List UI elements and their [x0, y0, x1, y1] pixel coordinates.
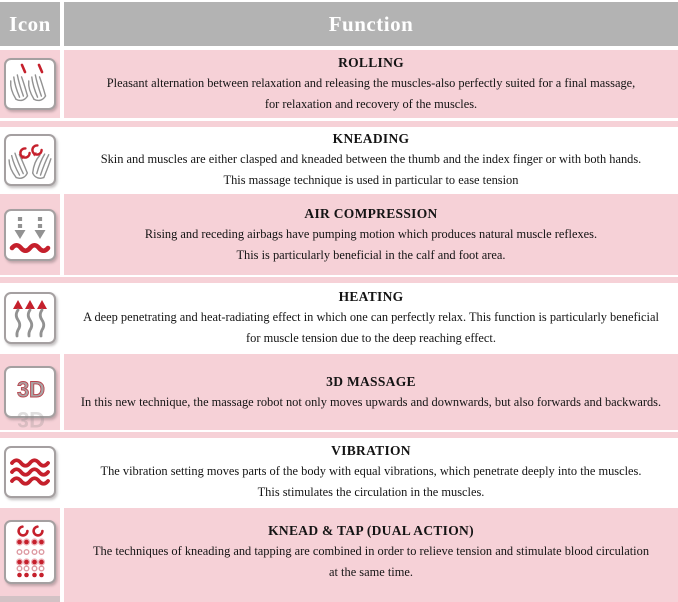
rolling-icon-cell: [0, 50, 60, 118]
table-row-kneading: [0, 121, 678, 192]
row-description-line: This massage technique is used in particular to ease tension: [223, 172, 519, 187]
table-header: [0, 2, 678, 46]
row-description-line: for muscle tension due to the deep reaching effect.: [246, 330, 496, 345]
row-title: VIBRATION: [331, 443, 411, 458]
row-description-line: at the same time.: [329, 565, 413, 579]
row-title: ROLLING: [338, 55, 404, 70]
table-footer: [0, 596, 678, 602]
rolling-hands-icon: [4, 58, 56, 110]
row-title: KNEADING: [332, 130, 410, 146]
svg-text:3D: 3D: [16, 377, 46, 402]
3d-massage-icon-cell: [0, 354, 60, 430]
table-row-3d-massage: [0, 354, 678, 430]
function-column-header: [64, 2, 678, 46]
rolling-function-cell: [64, 50, 678, 118]
vibration-function-cell: [64, 438, 678, 506]
row-description-line: Rising and receding airbags have pumping motion which produces natural muscle reflexes.: [144, 226, 598, 241]
air-compression-function-cell: [64, 194, 678, 275]
3d-massage-icon: [4, 366, 56, 432]
heating-icon-cell: [0, 283, 60, 352]
icon-column-header-label: Icon: [9, 11, 51, 36]
row-description-line: A deep penetrating and heat-radiating effect in which one can perfectly relax. This function is particularly beneficial: [83, 309, 659, 324]
heating-icon: [4, 292, 56, 344]
table-row-heating: [0, 277, 678, 352]
knead-tap-icon: [4, 520, 56, 584]
row-description-line: Skin and muscles are either clasped and kneaded between the thumb and the index finger or with both hands.: [100, 151, 642, 166]
icon-column-header: [0, 2, 60, 46]
svg-text:3D: 3D: [16, 407, 46, 432]
function-column-header-label: Function: [328, 11, 414, 36]
row-title: HEATING: [338, 288, 404, 304]
vibration-icon-cell: [0, 438, 60, 506]
row-description-line: This is particularly beneficial in the calf and foot area.: [236, 247, 506, 262]
row-title: AIR COMPRESSION: [304, 205, 438, 221]
row-title: 3D MASSAGE: [326, 373, 416, 389]
row-description-line: In this new technique, the massage robot not only moves upwards and downwards, but also forwards and backwards.: [80, 394, 662, 409]
row-description-line: The vibration setting moves parts of the body with equal vibrations, which penetrate deeply into the muscles.: [100, 464, 642, 478]
table-row-rolling: [0, 50, 678, 118]
table-row-air-compression: [0, 194, 678, 275]
heating-function-cell: [64, 283, 678, 352]
air-compression-icon: [4, 209, 56, 261]
kneading-icon-cell: [0, 127, 60, 192]
kneading-hands-icon: [4, 134, 56, 186]
bottom-right-strip: [64, 596, 678, 602]
row-description-line: The techniques of kneading and tapping are combined in order to relieve tension and stimulate blood circulation: [92, 544, 650, 558]
air-compression-icon-cell: [0, 194, 60, 275]
table-row-vibration: [0, 432, 678, 506]
3d-massage-function-cell: [64, 354, 678, 430]
knead-tap-icon-cell: [0, 508, 60, 596]
vibration-icon: [4, 446, 56, 498]
row-description-line: for relaxation and recovery of the muscles.: [264, 97, 478, 111]
bottom-left-strip: [0, 596, 60, 602]
kneading-function-cell: [64, 127, 678, 192]
row-description-line: Pleasant alternation between relaxation and releasing the muscles-also perfectly suited for a final massage,: [106, 76, 636, 90]
row-description-line: This stimulates the circulation in the muscles.: [257, 485, 485, 499]
table-row-knead-tap: [0, 508, 678, 596]
row-title: KNEAD & TAP (DUAL ACTION): [268, 523, 474, 538]
knead-tap-function-cell: [64, 508, 678, 596]
